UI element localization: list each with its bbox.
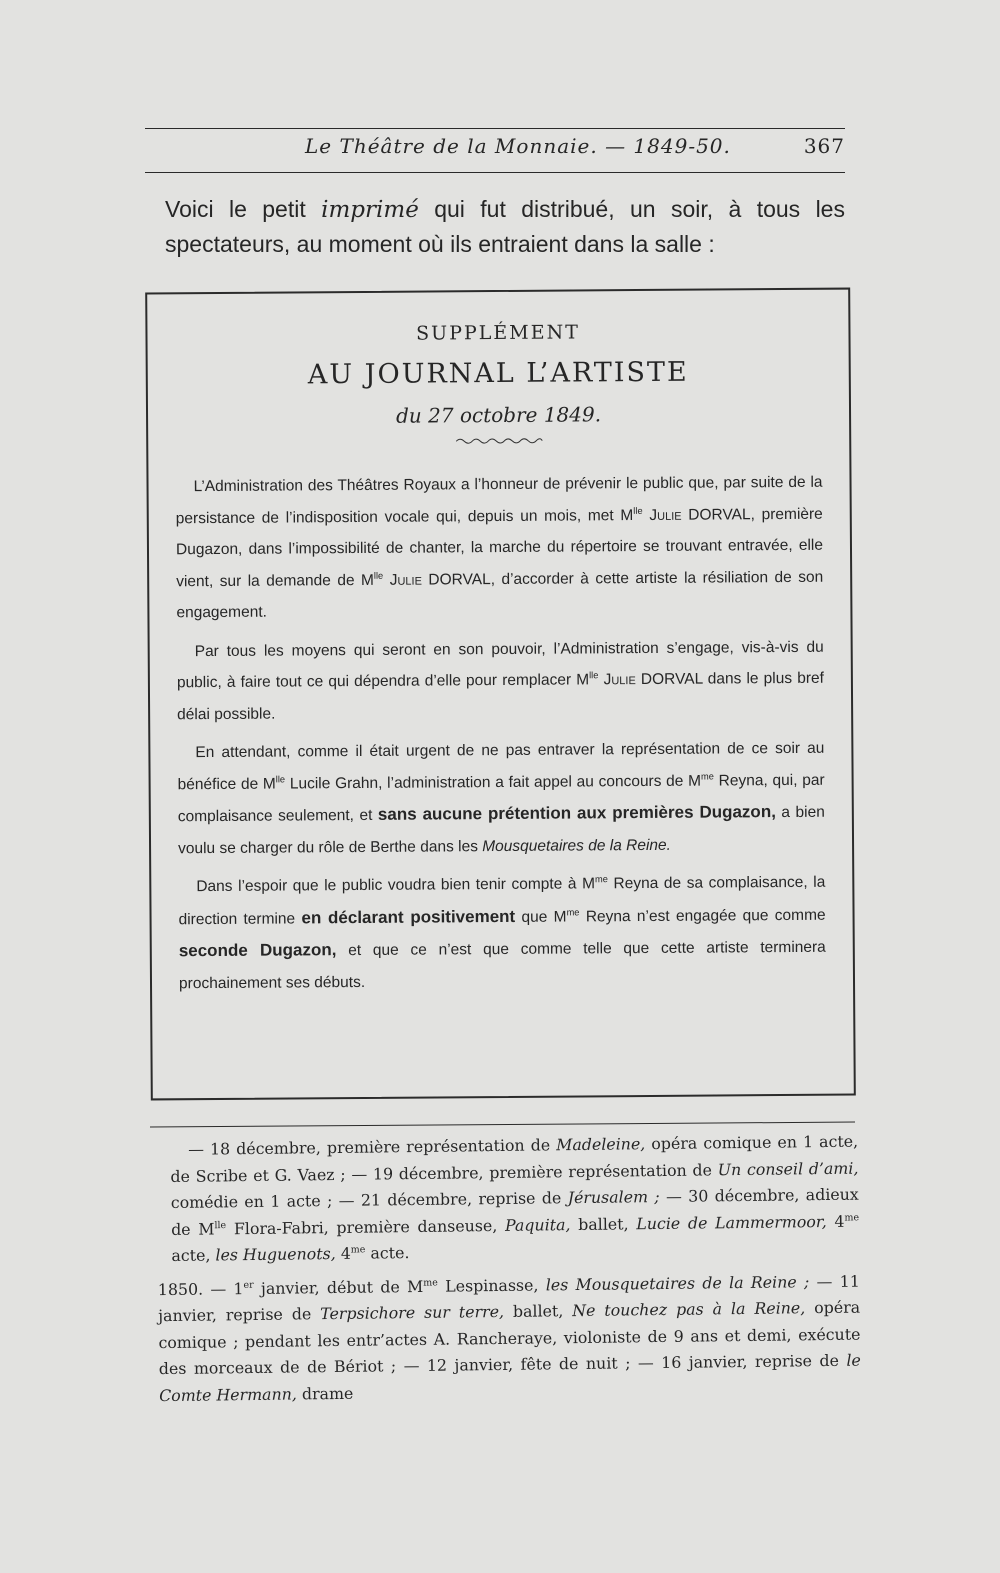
supplement-heading: SUPPLÉMENT: [416, 321, 580, 345]
notice-paragraph-2: Par tous les moyens qui seront en son pouvoir, l’Administration s’engage, vis-à-vis du public, à faire tout ce qui dépendra d’elle pour remplacer $M^{lle}$ Julie DORVAL dans le plus bref délai possible.: [176, 638, 824, 723]
notice-paragraph-4: Dans l’espoir que le public voudra bien tenir compte à $M^{me}$ Reyna de sa complaisance, la direction termine en déclarant positivement que $M^{me}$ Reyna n’est engagée que comme seconde Dugazon, et que ce n’est que comme telle que cette artiste terminera prochainement ses débuts.: [178, 873, 826, 992]
page-number: 367: [803, 134, 845, 158]
note-paragraph-1849: — 18 décembre, première représentation de Madeleine, opéra comique en 1 acte, de Scribe et G. Vaez ; — 19 décembre, première représentation de Un conseil d’ami, comédie en 1 acte ; — 21 décembre, reprise de Jérusalem ; — 30 décembre, adieux de $M^{lle}$ Flora-Fabri, première danseuse, Paquita, ballet, Lucie de Lammermoor, $4^{me}$ acte, les Huguenots, $4^{me}$ acte.: [170, 1131, 860, 1265]
supplement-notice-box: [145, 288, 856, 1101]
ornament-divider: [175, 429, 822, 450]
supplement-title: AU JOURNAL L’ARTISTE: [307, 356, 689, 391]
notes-separator-rule: [150, 1122, 855, 1128]
footnotes-chronology: [157, 1129, 861, 1416]
notice-paragraph-3: En attendant, comme il était urgent de ne pas entraver la représentation de ce soir au bénéfice de $M^{lle}$ Lucile Grahn, l’administration a fait appel au concours de $M^{me}$ Reyna, qui, par complaisance seulement, et sans aucune prétention aux premières Dugazon, a bien voulu se charger du rôle de Berthe dans les Mousquetaires de la Reine.: [177, 739, 825, 857]
note-paragraph-1850: 1850. — 1er janvier, début de $M^{me}$ Lespinasse, les Mousquetaires de la Reine ; — 11 janvier, reprise de Terpsichore sur terre, ballet, Ne touchez pas à la Reine, opéra comique ; pendant les entr’actes A. Rancheraye, violoniste de 9 ans et demi, exécute des morceaux de de Bériot ; — 12 janvier, fête de nuit ; — 16 janvier, reprise de le Comte Hermann, drame: [157, 1271, 861, 1405]
notice-paragraph-1: L’Administration des Théâtres Royaux a l’honneur de prévenir le public que, par suite de la persistance de l’indisposition vocale qui, depuis un mois, met $M^{lle}$ Julie DORVAL, première Dugazon, dans l’impossibilité de chanter, la marche du répertoire se trouvant entravée, elle vient, sur la demande de $M^{lle}$ Julie DORVAL, d’accorder à cette artiste la résiliation de son engagement.: [175, 473, 824, 622]
notice-text: [175, 467, 826, 1000]
header-bottom-rule: [145, 172, 845, 173]
supplement-date: du 27 octobre 1849.: [395, 402, 602, 428]
intro-paragraph: Voici le petit imprimé qui fut distribué, un soir, à tous les spectateurs, au moment où ils entraient dans la salle :: [165, 196, 845, 257]
running-title: Le Théâtre de la Monnaie. — 1849-50.: [305, 134, 731, 158]
header-top-rule: [145, 128, 845, 129]
